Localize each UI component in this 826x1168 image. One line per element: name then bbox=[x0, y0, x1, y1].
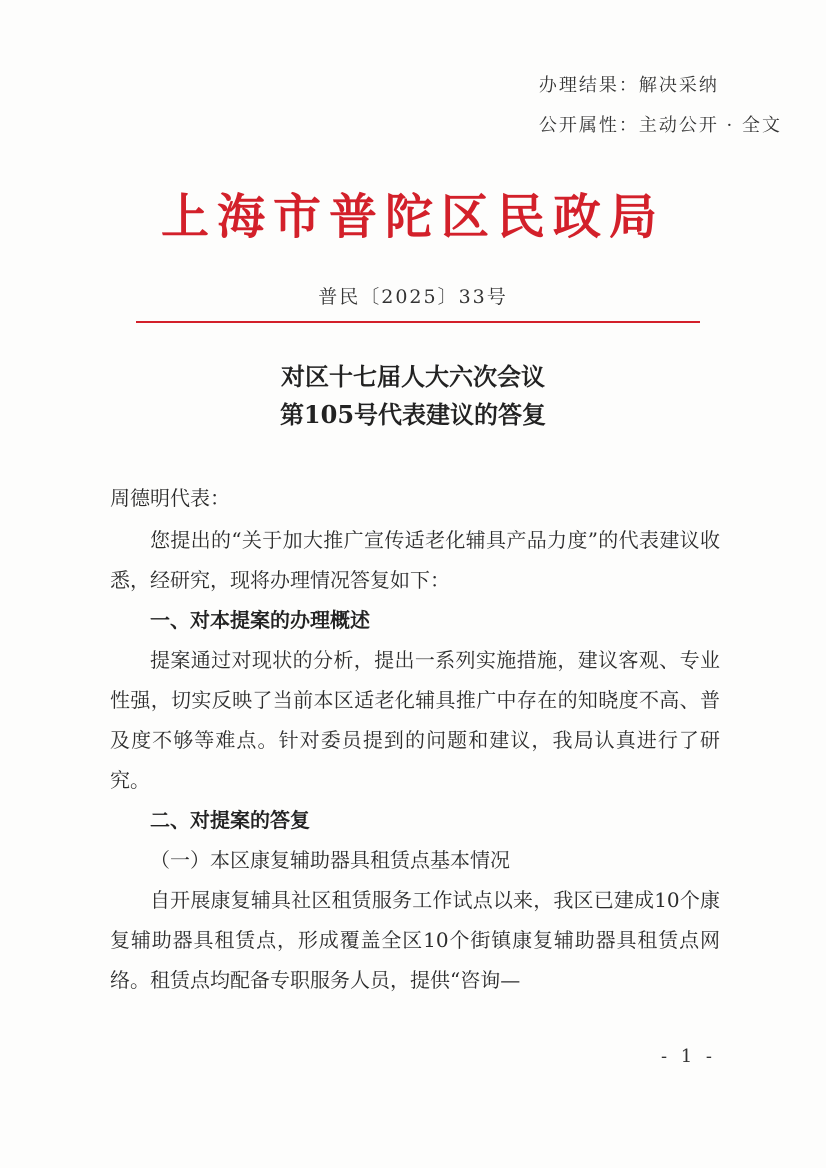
intro-paragraph: 您提出的“关于加大推广宣传适老化辅具产品力度”的代表建议收悉，经研究，现将办理情况答复如下： bbox=[110, 528, 720, 592]
title-line-1: 对区十七届人大六次会议 bbox=[281, 362, 545, 391]
issuing-organization-title: 上海市普陀区民政局 bbox=[160, 189, 665, 245]
document-body bbox=[110, 478, 720, 1000]
subsection-1-heading: （一）本区康复辅助器具租赁点基本情况 bbox=[150, 848, 510, 872]
page-number: - 1 - bbox=[660, 1046, 716, 1067]
red-divider-line bbox=[136, 321, 700, 323]
salutation: 周德明代表： bbox=[110, 486, 230, 510]
handling-result: 办理结果：解决采纳 bbox=[538, 75, 719, 96]
document-title bbox=[0, 358, 826, 434]
document-metadata bbox=[539, 66, 782, 146]
title-line-2: 第105号代表建议的答复 bbox=[279, 400, 547, 429]
document-number: 普民〔2025〕33号 bbox=[318, 286, 508, 308]
disclosure-attribute: 公开属性：主动公开 · 全文 bbox=[538, 115, 782, 136]
section-1-heading: 一、对本提案的办理概述 bbox=[150, 608, 370, 632]
subsection-1-paragraph: 自开展康复辅具社区租赁服务工作试点以来，我区已建成10个康复辅助器具租赁点，形成覆盖全区10个街镇康复辅助器具租赁点网络。租赁点均配备专职服务人员，提供“咨询— bbox=[110, 888, 720, 992]
section-2-heading: 二、对提案的答复 bbox=[150, 808, 310, 832]
section-1-paragraph: 提案通过对现状的分析，提出一系列实施措施，建议客观、专业性强，切实反映了当前本区适老化辅具推广中存在的知晓度不高、普及度不够等难点。针对委员提到的问题和建议，我局认真进行了研究。 bbox=[110, 648, 720, 792]
